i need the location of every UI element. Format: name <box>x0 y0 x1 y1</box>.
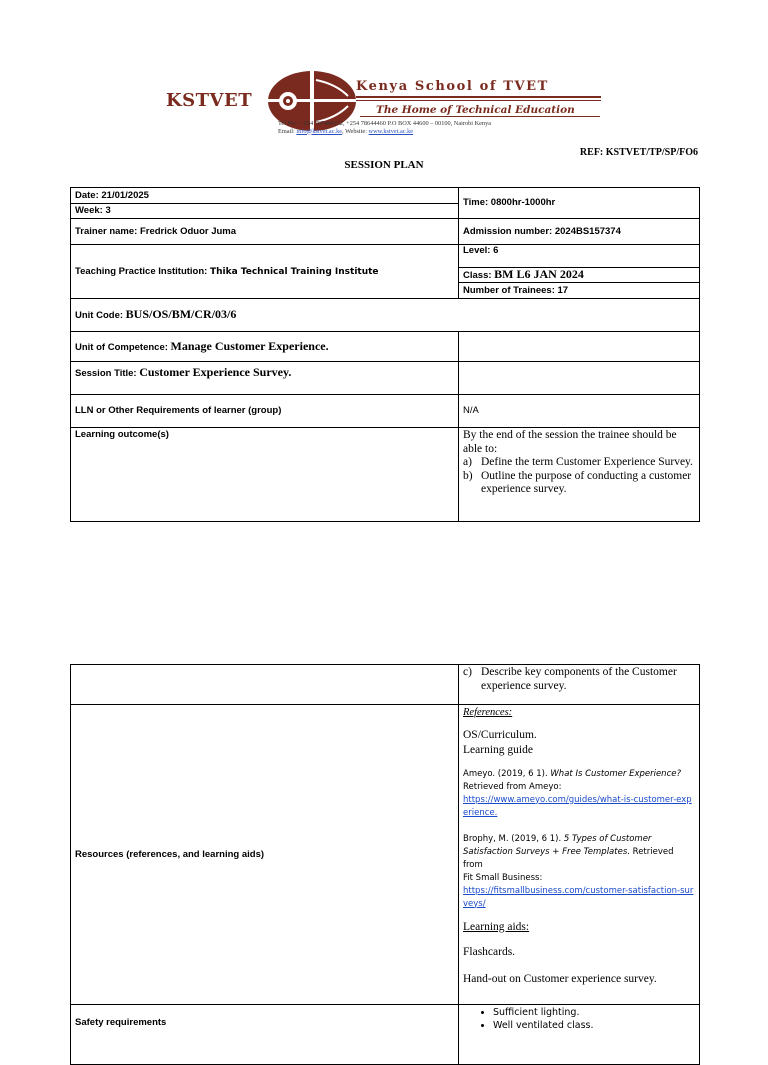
outcome-text: Describe key components of the Customer experience survey. <box>481 666 677 692</box>
competence-cell <box>71 332 459 362</box>
resources-cell <box>459 705 700 1005</box>
date-cell: Date: 21/01/2025 <box>71 188 459 204</box>
outcome-number: a) <box>463 456 472 468</box>
outcome-item <box>463 456 695 470</box>
safety-cell <box>459 1005 700 1065</box>
resources-label-cell: Resources (references, and learning aids) <box>71 705 459 1005</box>
admission-cell: Admission number: 2024BS157374 <box>459 219 700 245</box>
website-link[interactable]: www.kstvet.ac.ke <box>368 127 414 135</box>
reference-title: 5 Types of Customer Satisfaction Surveys + Free Templates <box>463 833 652 857</box>
document-reference: REF: KSTVET/TP/SP/FO6 <box>579 147 698 158</box>
outcome-c-empty-cell <box>71 665 459 705</box>
learning-aid: Hand-out on Customer experience survey. <box>463 972 657 985</box>
letterhead-contact-line: Tel No: + 254 707444222, +254 78644460 P.O BOX 44600 – 00100, Nairobi Kenya <box>278 120 492 127</box>
time-cell: Time: 0800hr-1000hr <box>459 188 700 219</box>
session-title-empty-cell <box>459 362 700 395</box>
reference-title: What Is Customer Experience? <box>550 768 681 779</box>
outcome-text: Outline the purpose of conducting a customer experience survey. <box>481 469 692 495</box>
reference-source: Fit Small Business: <box>463 872 543 883</box>
lln-value-cell: N/A <box>459 395 700 428</box>
unit-code-value: BUS/OS/BM/CR/03/6 <box>125 307 237 321</box>
session-plan-table <box>70 187 700 522</box>
session-title-label: Session Title: <box>75 368 140 379</box>
reference-plain: OS/Curriculum. <box>463 728 537 741</box>
reference-retrieved: Retrieved from Ameyo: <box>463 781 562 792</box>
letterhead <box>160 68 605 138</box>
reference-brophy <box>463 833 695 911</box>
reference-link[interactable]: https://www.ameyo.com/guides/what-is-customer-experience. <box>463 794 692 818</box>
safety-item: • Sufficient lighting. <box>493 1006 695 1019</box>
outcome-number: c) <box>463 666 472 678</box>
week-cell: Week: 3 <box>71 204 459 219</box>
unit-code-cell <box>71 299 700 332</box>
session-title-cell <box>71 362 459 395</box>
email-label: Email: <box>278 127 297 135</box>
competence-value: Manage Customer Experience. <box>170 338 329 353</box>
outcomes-intro: By the end of the session the trainee should be able to: <box>463 429 677 455</box>
competence-empty-cell <box>459 332 700 362</box>
reference-plain: Learning guide <box>463 743 533 756</box>
letterhead-rule <box>360 116 600 117</box>
unit-code-label: Unit Code: <box>75 310 126 321</box>
safety-item: • Well ventilated class. <box>493 1019 695 1032</box>
learning-aid: Flashcards. <box>463 946 516 958</box>
institution-value: Thika Technical Training Institute <box>209 266 379 277</box>
trainer-cell: Trainer name: Fredrick Oduor Juma <box>71 219 459 245</box>
letterhead-email-line <box>278 128 491 136</box>
session-title-value: Customer Experience Survey. <box>139 365 292 379</box>
outcome-item <box>463 470 695 497</box>
outcome-c-cell <box>459 665 700 705</box>
institution-cell <box>71 245 459 299</box>
safety-label-cell: Safety requirements <box>71 1005 459 1065</box>
reference-author: Ameyo. (2019, 6 1). <box>463 768 551 779</box>
outcomes-cell <box>459 428 700 522</box>
letterhead-contact <box>278 120 491 135</box>
safety-list <box>463 1006 695 1032</box>
level-cell: Level: 6 <box>459 245 700 268</box>
class-label: Class: <box>463 270 495 281</box>
outcome-item <box>463 666 695 693</box>
outcomes-label-cell: Learning outcome(s) <box>71 428 459 522</box>
reference-link[interactable]: https://fitsmallbusiness.com/customer-satisfaction-surveys/ <box>463 885 694 909</box>
references-heading: References: <box>463 707 513 718</box>
class-value: BM L6 JAN 2024 <box>494 267 584 281</box>
page-title: SESSION PLAN <box>344 159 424 171</box>
lln-label-cell: LLN or Other Requirements of learner (group) <box>71 395 459 428</box>
learning-aids-heading: Learning aids: <box>463 920 530 933</box>
website-label: , Website: <box>342 127 369 135</box>
outcome-number: b) <box>463 469 473 482</box>
letterhead-rule <box>356 96 601 98</box>
reference-author: Brophy, M. (2019, 6 1). <box>463 833 564 844</box>
trainees-cell: Number of Trainees: 17 <box>459 283 700 299</box>
letterhead-tagline: The Home of Technical Education <box>376 104 575 116</box>
session-plan-table-continued <box>70 664 700 1065</box>
outcome-text: Define the term Customer Experience Survey. <box>481 456 693 468</box>
reference-ameyo <box>463 768 695 820</box>
email-link[interactable]: info@kstvet.ac.ke <box>296 127 343 135</box>
competence-label: Unit of Competence: <box>75 341 171 353</box>
reference-retrieved: . Retrieved from <box>463 846 674 870</box>
class-cell <box>459 268 700 283</box>
institution-label: Teaching Practice Institution: <box>75 265 210 277</box>
letterhead-short-name: KSTVET <box>166 90 253 111</box>
letterhead-rule <box>356 100 601 101</box>
letterhead-institution: Kenya School of TVET <box>356 79 549 94</box>
